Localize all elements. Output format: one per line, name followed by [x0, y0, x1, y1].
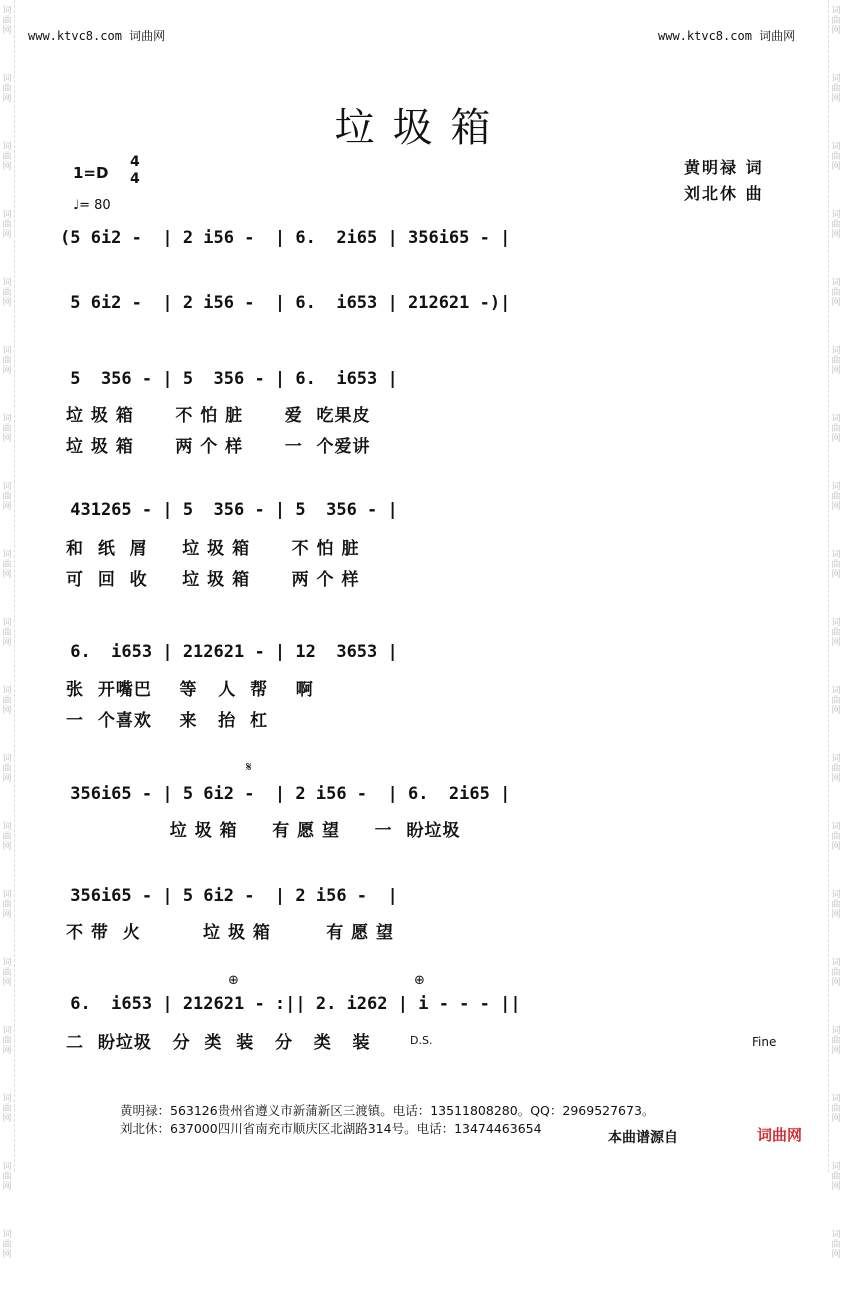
watermark-text: 词 曲 网	[2, 686, 12, 716]
notes-line: 356i65 - | 5 6i2 - | 2 i56 - |	[60, 886, 398, 906]
tempo-marking: ♩= 80	[73, 198, 111, 213]
notes-line: 5 6i2 - | 2 i56 - | 6. i653 | 212621 -)|	[60, 293, 511, 313]
watermark-text: 词 曲 网	[831, 822, 841, 852]
notes-line: 356i65 - | 5 6i2 - | 2 i56 - | 6. 2i65 |	[60, 784, 511, 804]
watermark-text: 词 曲 网	[2, 346, 12, 376]
watermark-text: 词 曲 网	[831, 142, 841, 172]
watermark-text: 词 曲 网	[2, 142, 12, 172]
watermark-text: 词 曲 网	[831, 958, 841, 988]
segno-sign: 𝄋	[246, 760, 252, 775]
lyricist-credit: 黄明禄 词	[684, 158, 764, 177]
score-system-6	[60, 784, 780, 804]
watermark-text: 词 曲 网	[2, 74, 12, 104]
lyrics-verse-1: 不 带 火 垃 圾 箱 有 愿 望	[66, 923, 395, 943]
footer-contact-lyricist: 黄明禄：563126贵州省遵义市新蒲新区三渡镇。电话：13511808280。QQ：2969527673。	[120, 1103, 655, 1118]
notes-line: 6. i653 | 212621 - :|| 2. i262 | i - - - ||	[60, 994, 521, 1014]
watermark-text: 词 曲 网	[2, 6, 12, 36]
notes-line: 5 356 - | 5 356 - | 6. i653 |	[60, 369, 398, 389]
watermark-text: 词 曲 网	[831, 6, 841, 36]
lyrics-verse-1: 张 开嘴巴 等 人 帮 啊	[66, 680, 314, 700]
lyrics-verse-1: 和 纸 屑 垃 圾 箱 不 怕 脏	[66, 539, 360, 559]
watermark-text: 词 曲 网	[2, 1026, 12, 1056]
score-system-1	[60, 228, 780, 248]
lyrics-verse-1: 二 盼垃圾 分 类 装 分 类 装	[66, 1033, 371, 1053]
watermark-text: 词 曲 网	[831, 278, 841, 308]
lyrics-verse-2: 一 个喜欢 来 抬 杠	[66, 711, 269, 731]
watermark-text: 词 曲 网	[2, 278, 12, 308]
site-logo: 词曲网	[757, 1126, 803, 1144]
right-watermark-strip	[828, 0, 843, 1260]
watermark-text: 词 曲 网	[831, 1162, 841, 1192]
watermark-text: 词 曲 网	[2, 1094, 12, 1124]
source-label: 本曲谱源自	[608, 1130, 678, 1146]
watermark-text: 词 曲 网	[2, 1230, 12, 1260]
ds-marking: D.S.	[410, 1034, 433, 1047]
lyrics-verse-2: 可 回 收 垃 圾 箱 两 个 样	[66, 570, 360, 590]
watermark-text: 词 曲 网	[831, 1230, 841, 1260]
left-watermark-strip	[0, 0, 15, 1260]
watermark-text: 词 曲 网	[831, 74, 841, 104]
watermark-text: 词 曲 网	[831, 1026, 841, 1056]
watermark-text: 词 曲 网	[2, 822, 12, 852]
score-system-3	[60, 369, 780, 389]
lyrics-verse-2: 垃 圾 箱 两 个 样 一 个爱讲	[66, 437, 371, 457]
watermark-text: 词 曲 网	[2, 210, 12, 240]
coda-sign: ⊕	[228, 973, 239, 988]
header-right-url: www.ktvc8.com 词曲网	[658, 29, 796, 43]
watermark-text: 词 曲 网	[2, 958, 12, 988]
watermark-text: 词 曲 网	[2, 618, 12, 648]
footer-contact-composer: 刘北休：637000四川省南充市顺庆区北湖路314号。电话：13474463654	[120, 1121, 542, 1136]
score-system-8	[60, 994, 780, 1014]
composer-credit: 刘北休 曲	[684, 184, 764, 203]
watermark-text: 词 曲 网	[2, 754, 12, 784]
watermark-text: 词 曲 网	[2, 414, 12, 444]
watermark-text: 词 曲 网	[831, 686, 841, 716]
watermark-text: 词 曲 网	[831, 482, 841, 512]
notes-line: 431265 - | 5 356 - | 5 356 - |	[60, 500, 398, 520]
notes-line: 6. i653 | 212621 - | 12 3653 |	[60, 642, 398, 662]
watermark-text: 词 曲 网	[2, 1162, 12, 1192]
watermark-text: 词 曲 网	[2, 890, 12, 920]
watermark-text: 词 曲 网	[831, 1094, 841, 1124]
watermark-text: 词 曲 网	[831, 550, 841, 580]
lyrics-verse-1: 垃 圾 箱 不 怕 脏 爱 吃果皮	[66, 406, 371, 426]
watermark-text: 词 曲 网	[2, 550, 12, 580]
score-system-7	[60, 886, 780, 906]
watermark-text: 词 曲 网	[831, 754, 841, 784]
watermark-text: 词 曲 网	[831, 618, 841, 648]
watermark-text: 词 曲 网	[831, 346, 841, 376]
song-title: 垃圾箱	[334, 105, 509, 151]
notes-line: (5 6i2 - | 2 i56 - | 6. 2i65 | 356i65 - |	[60, 228, 511, 248]
score-system-2	[60, 293, 780, 313]
lyrics-verse-1: 垃 圾 箱 有 愿 望 一 盼垃圾	[66, 821, 461, 841]
fine-marking: Fine	[752, 1035, 777, 1049]
time-signature-top: 4	[130, 154, 140, 170]
score-system-5	[60, 642, 780, 662]
watermark-text: 词 曲 网	[2, 482, 12, 512]
watermark-text: 词 曲 网	[831, 210, 841, 240]
coda-sign: ⊕	[414, 973, 425, 988]
time-signature-bottom: 4	[130, 171, 140, 187]
header-left-url: www.ktvc8.com 词曲网	[28, 29, 166, 43]
score-system-4	[60, 500, 780, 520]
watermark-text: 词 曲 网	[831, 414, 841, 444]
watermark-text: 词 曲 网	[831, 890, 841, 920]
key-signature: 1=D	[73, 164, 109, 182]
